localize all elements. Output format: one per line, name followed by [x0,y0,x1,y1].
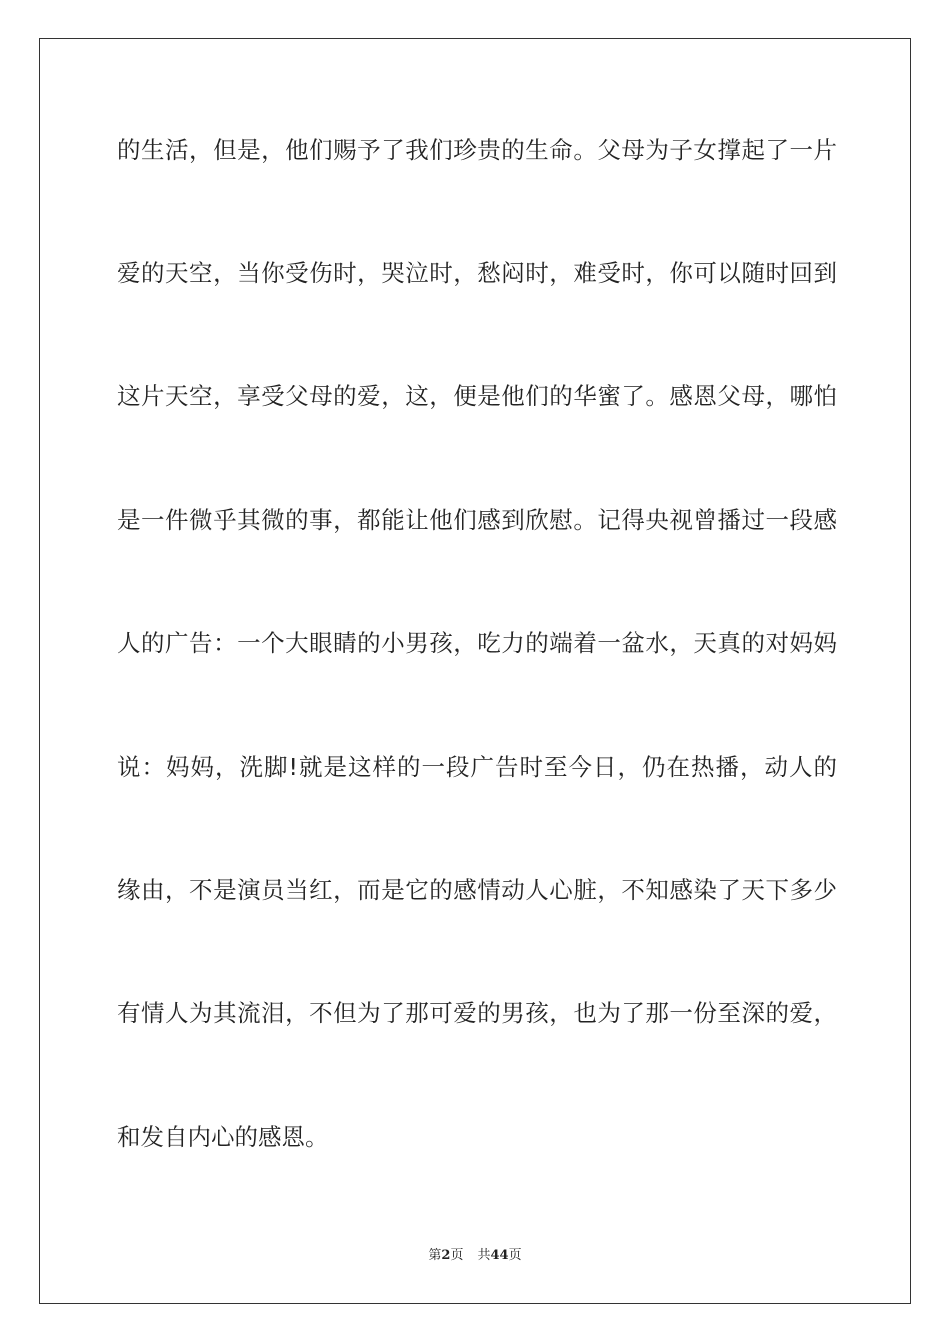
page-suffix: 页 [450,1248,464,1263]
body-text-line-9: 和发自内心的感恩。 [117,1123,329,1151]
total-suffix: 页 [508,1248,522,1263]
body-text-line-4: 是一件微乎其微的事，都能让他们感到欣慰。记得央视曾播过一段感 [117,506,837,534]
body-text-line-1: 的生活，但是，他们赐予了我们珍贵的生命。父母为子女撑起了一片 [117,136,837,164]
body-text-line-5: 人的广告：一个大眼睛的小男孩，吃力的端着一盆水，天真的对妈妈 [117,629,837,657]
page-number: 2 [441,1248,451,1263]
total-pages: 44 [490,1248,509,1263]
body-text-line-6: 说：妈妈，洗脚!就是这样的一段广告时至今日，仍在热播，动人的 [117,753,837,781]
body-text-line-3: 这片天空，享受父母的爱，这，便是他们的华蜜了。感恩父母，哪怕 [117,382,837,410]
total-prefix: 共 [477,1248,491,1263]
page-footer [0,1246,950,1266]
page-prefix: 第 [428,1248,442,1263]
body-text-line-2: 爱的天空，当你受伤时，哭泣时，愁闷时，难受时，你可以随时回到 [117,259,837,287]
body-text-line-7: 缘由，不是演员当红，而是它的感情动人心脏，不知感染了天下多少 [117,876,837,904]
page-border [39,38,911,1304]
body-text-line-8: 有情人为其流泪，不但为了那可爱的男孩，也为了那一份至深的爱， [117,999,837,1027]
